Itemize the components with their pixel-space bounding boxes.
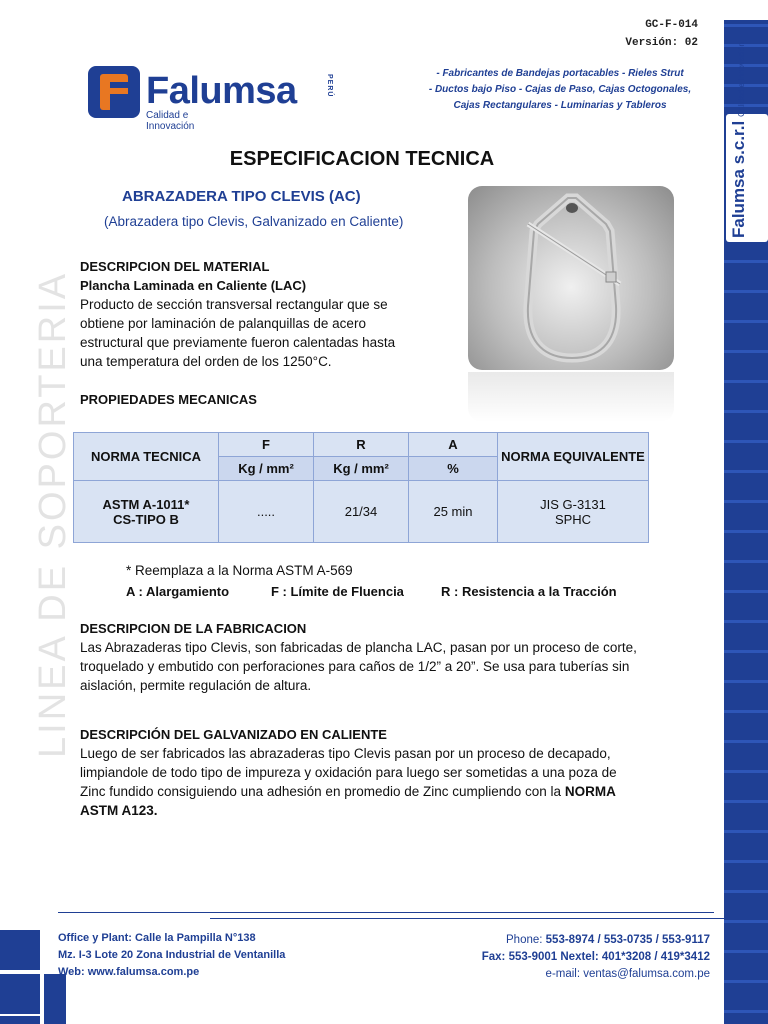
row-r-value: 21/34 (314, 481, 409, 543)
web-label: Web: (58, 966, 85, 978)
web-link[interactable]: www.falumsa.com.pe (87, 966, 200, 978)
product-title: ABRAZADERA TIPO CLEVIS (AC) (122, 188, 361, 205)
fabrication-line: troquelado y embutido con perforaciones para caños de 1/2” a 20”. Se usa para tuberías sin (80, 659, 630, 674)
phone-numbers: 553-8974 / 553-0735 / 553-9117 (545, 934, 710, 946)
galvanizing-line-text: Zinc fundido consiguiendo una adhesión en promedio de Zinc cumpliendo con la (80, 784, 562, 799)
fabrication-line: aislación, permite regulación de altura. (80, 678, 312, 693)
material-description (80, 295, 395, 371)
fax-numbers: 553-9001 Nextel: 401*3208 / 419*3412 (508, 951, 710, 963)
legend-r: R : Resistencia a la Tracción (441, 584, 617, 599)
logo-wordmark: Falumsa (146, 70, 297, 112)
version-label: Versión: 02 (625, 37, 698, 49)
document-code (625, 16, 698, 52)
mechanical-properties-table (73, 432, 649, 543)
decorative-square (0, 1016, 40, 1024)
material-line: Producto de sección transversal rectangular que se (80, 297, 388, 312)
galvanizing-norma-ref: ASTM A123. (80, 803, 158, 818)
col-a-header: A (409, 433, 498, 457)
email-label: e-mail: (545, 968, 581, 980)
col-r-header: R (314, 433, 409, 457)
row-equiv (498, 481, 649, 543)
services-line: - Ductos bajo Piso - Cajas de Paso, Cajas Octogonales, (428, 84, 692, 95)
material-subheading: Plancha Laminada en Caliente (LAC) (80, 278, 307, 293)
fabrication-heading: DESCRIPCION DE LA FABRICACION (80, 621, 307, 636)
side-brand-name: Falumsa s.c.r.l (729, 120, 748, 238)
galvanizing-description (80, 744, 617, 820)
galvanizing-line: Luego de ser fabricados las abrazaderas tipo Clevis pasan por un proceso de decapado, (80, 746, 611, 761)
product-image (468, 186, 674, 370)
side-brand-tagline: Calidad e Innovación (737, 42, 746, 117)
col-norma-header: NORMA TECNICA (74, 433, 219, 481)
phone-label: Phone: (506, 934, 543, 946)
material-line: estructural que previamente fueron calentadas hasta (80, 335, 396, 350)
row-f-value: ..... (219, 481, 314, 543)
galvanizing-line: limpiandole de todo tipo de impureza y oxidación para luego ser sometidas a una poza de (80, 765, 617, 780)
footer-contact (482, 932, 710, 983)
logo-country: PERÚ (326, 74, 333, 98)
fabrication-description (80, 638, 637, 695)
unit-f: Kg / mm² (219, 457, 314, 481)
row-norma-line: CS-TIPO B (113, 511, 179, 527)
product-reflection (468, 372, 674, 422)
row-norma-line: ASTM A-1011* (102, 496, 190, 512)
footer-divider (210, 918, 730, 919)
galvanizing-norma: NORMA (564, 784, 616, 799)
fabrication-line: Las Abrazaderas tipo Clevis, son fabricadas de plancha LAC, pasan por un proceso de corte, (80, 640, 637, 655)
row-norma (74, 481, 219, 543)
decorative-square (0, 930, 40, 970)
mechanical-heading: PROPIEDADES MECANICAS (80, 392, 257, 407)
logo-mark-icon (88, 66, 140, 118)
footer-address (58, 930, 285, 981)
decorative-square (44, 974, 66, 1024)
logo-tagline: Calidad e Innovación (146, 110, 195, 132)
fax-label: Fax: (481, 951, 506, 963)
watermark-text: LINEA DE SOPORTERIA (32, 270, 74, 758)
galvanizing-line (80, 782, 617, 801)
galvanizing-heading: DESCRIPCIÓN DEL GALVANIZADO EN CALIENTE (80, 727, 387, 742)
side-brand (729, 42, 749, 238)
services-list (420, 66, 700, 114)
material-line: una temperatura del orden de los 1250°C. (80, 354, 332, 369)
decorative-square (0, 974, 40, 1014)
material-line: obtiene por laminación de palanquillas de acero (80, 316, 366, 331)
services-line: Cajas Rectangulares - Luminarias y Tableros (453, 100, 667, 111)
col-equiv-header: NORMA EQUIVALENTE (498, 433, 649, 481)
material-heading: DESCRIPCION DEL MATERIAL (80, 259, 270, 274)
services-line: - Fabricantes de Bandejas portacables - Rieles Strut (436, 68, 684, 79)
table-footnote: * Reemplaza a la Norma ASTM A-569 (126, 563, 353, 578)
row-equiv-line: JIS G-3131 (540, 496, 606, 512)
unit-a: % (409, 457, 498, 481)
email-link[interactable]: ventas@falumsa.com.pe (583, 968, 710, 980)
legend-f: F : Límite de Fluencia (271, 584, 404, 599)
col-f-header: F (219, 433, 314, 457)
form-code: GC-F-014 (645, 19, 698, 31)
footer-divider (58, 912, 714, 913)
unit-r: Kg / mm² (314, 457, 409, 481)
row-equiv-line: SPHC (554, 511, 592, 527)
product-note: (Abrazadera tipo Clevis, Galvanizado en Caliente) (104, 214, 404, 229)
address-line: Mz. I-3 Lote 20 Zona Industrial de Ventanilla (58, 949, 286, 961)
document-title: ESPECIFICACION TECNICA (229, 148, 495, 170)
office-line: Office y Plant: Calle la Pampilla N°138 (58, 932, 256, 944)
legend-a: A : Alargamiento (126, 584, 230, 599)
row-a-value: 25 min (409, 481, 498, 543)
